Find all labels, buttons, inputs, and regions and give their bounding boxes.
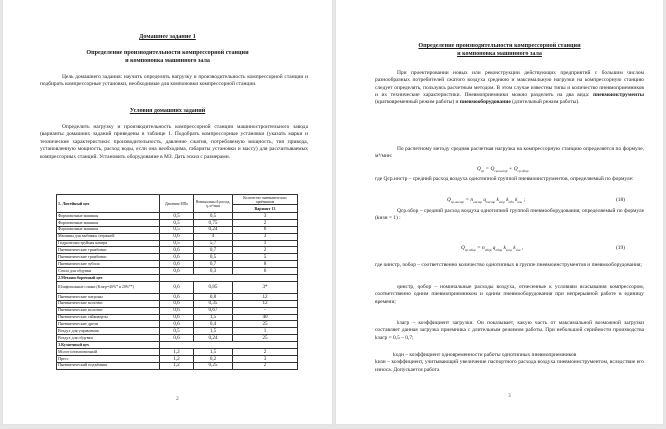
row-name: Машины для выбивки стержней [57,233,160,240]
page-number: 2 [176,396,179,402]
row-flow: 0,24 [194,335,233,342]
count-definition-paragraph: где nинстр, nобор – соответственно количество однотипных в группе пневмоинструментов и пневмооборудования; [375,262,642,268]
row-flow: 0,75 [194,219,233,226]
table-row [57,293,298,300]
document-page-3 [336,0,663,424]
row-pressure: 0,6 [160,307,194,314]
table-row [57,247,298,254]
table-section-row [57,342,298,349]
table-row [57,233,298,240]
table-section-row [57,275,298,282]
document-page-2 [3,0,332,424]
row-name: Воздух для управления [57,328,160,335]
table-row [57,321,298,328]
method-paragraph: По расчетному методу средняя расчетная нагрузка на компрессорную станцию определяется по формуле, м³/мин: [375,146,644,160]
row-count: 3* [233,281,298,293]
row-name: Пневматический подъёмник [57,362,160,369]
row-flow: 1,5 [194,349,233,356]
row-pressure: 0,6 [160,293,194,300]
row-name: Пневматические молотки [57,307,160,314]
equation-number-19: (19) [616,245,625,251]
row-count: 12 [233,293,298,300]
row-count: 3 [233,355,298,362]
row-flow: 0,5 [194,254,233,261]
row-flow: 0,67 [194,307,233,314]
row-pressure: 0,5 [160,328,194,335]
row-pressure: 1,2 [160,362,194,369]
row-name: Гидропескоструйная камера [57,240,160,247]
row-pressure: 1,2 [160,355,194,362]
table-row [57,355,298,362]
row-name: Пневматические трамбовки [57,247,160,254]
row-count: 5 [233,254,298,261]
row-name: Формовочные машины [57,213,160,220]
row-pressure: 0,5 [160,240,194,247]
row-count: 1 [233,328,298,335]
row-name: Молот штамповочный [57,349,160,356]
row-flow: 4 [194,233,233,240]
header-variant: Вариант 13 [233,205,298,213]
goal-paragraph: Цель домашнего задания: научить определять нагрузку и производительность компрессорной станции и подбирать компрессорные установки, необходимые для компоновки компрессорной станции. [40,74,308,88]
row-count: - [233,307,298,314]
row-pressure: 1,2 [160,349,194,356]
row-pressure: 0,6 [160,254,194,261]
row-pressure: 0,6 [160,321,194,328]
formula-19: $Q_{ср.обор} = n_{обор}$ $q_{обор}$ $k_{загр}$ $k_{изн}$ , [461,245,524,253]
row-pressure: 0,6 [160,233,194,240]
row-flow: 0,4 [194,321,233,328]
wear-coefficient-line: kизн – коэффициент, учитывающий увеличение паспортного расхода воздуха пневмоинструментом, вследствие его износа. Допускается работа [375,359,644,373]
row-flow: 0,5 [194,213,233,220]
row-flow: 0,3 [194,268,233,275]
load-factor-paragraph: kзагр – коэффициент загрузки. Он показывает, какую часть от максимальной возможной загрузки составляет данная загрузка приемника с длительным режимом работы. При небольшой серийности производства kзагр = 0,5 – 0,7; [375,320,644,341]
row-name: Формовочные машины [57,226,160,233]
row-count: 25 [233,335,298,342]
row-pressure: 0,6 [160,261,194,268]
row-name: Пневматические зубила [57,261,160,268]
section-spacer [160,342,298,349]
formula-total-load: $Q_{ср} = Q_{ср.инстр} + Q_{ср.обор}$ [477,166,529,174]
row-flow: 0,85 [194,281,233,293]
section3-label: 3.Кузнечный цех [57,342,160,349]
coefficients-paragraph [375,352,644,374]
row-count: 3 [233,213,298,220]
row-name: Пневматические трамбовки [57,254,160,261]
table-row [57,240,298,247]
row-pressure: 0,6 [160,300,194,307]
row-name: Пневматические патроны [57,293,160,300]
tools-definition-paragraph: где Qср.инстр – средний расход воздуха однотипной группой пневмоинструментов, определяемый по формуле: [375,176,634,182]
header-pressure: Давление МПа [160,195,194,213]
row-count: 2 [233,219,298,226]
row-count: 3 [233,233,298,240]
task-paragraph: Определить нагрузку и производительность компрессорной станции машиностроительного завода (варианты домашних заданий приведены в таблице 1. Подобрать компрессорные установки (указать марки и технические характеристики: производительность, давление сжатия, потребляемую мощность, тип привода, установленную мощность, расход воды, если она необходима, габариты установки и массу) для рассчитываемых компрессорных станций. Установить оборудование в МЗ. Дать эскиз с размерами. [40,124,308,160]
table-row [57,328,298,335]
table-row [57,281,298,293]
section-title-line2: и компоновка машинного зала [457,50,542,57]
table-row [57,349,298,356]
row-name: Шлифовальные станки (Kзагр=40%* и 20%**) [57,281,160,293]
row-pressure: 0,6 [160,247,194,254]
row-name: Пневматические дрели [57,321,160,328]
intro-paragraph [375,70,644,106]
conditions-title: Условия домашних заданий [129,108,206,114]
table-header-row [57,195,298,205]
page-number: 3 [508,393,511,399]
row-pressure: 0,6 [160,268,194,275]
homework-title: Домашнее задание 1 [139,33,196,40]
row-flow: 1,5 [194,328,233,335]
row-count: 2 [233,349,298,356]
header-section1: 1. Литейный цех [57,195,160,213]
row-name: Формовочные машины [57,219,160,226]
main-title-line2: и компоновка машинного зала [125,57,210,64]
main-title-line1: Определение производительности компрессорной станции [86,50,249,56]
row-pressure: 0,6 [160,335,194,342]
section-spacer [160,275,298,282]
variants-table [56,194,298,370]
row-count: 2 [233,362,298,369]
row-name: Пневматические гайковерты [57,314,160,321]
row-flow: 1,5 [194,314,233,321]
text: (длительный режим работы). [510,99,580,106]
formula-18: $Q_{ср.инстр} = n_{инстр}$ $q_{инстр}$ $k_{загр}$ $k_{одн}$ $k_{изн}$ ; [447,197,526,205]
row-count: 1 [233,240,298,247]
equation-number-18: (18) [616,197,625,203]
row-pressure: 0,5 [160,219,194,226]
term-pneumotools: пневмоинструменты [592,91,644,98]
equipment-definition-paragraph: Qср.обор – средний расход воздуха однотипной группой пневмооборудования, определяемый по формуле (kизн = 1) : [375,208,644,222]
row-name: Пресс [57,355,160,362]
row-name: Сопла для обдувки [57,268,160,275]
row-count: 8 [233,261,298,268]
row-flow: 0,7 [194,247,233,254]
row-count: 40 [233,314,298,321]
row-pressure: 0,5 [160,213,194,220]
header-flow: Номинальны й расход, q, м³/мин [194,195,233,213]
table-row [57,226,298,233]
text: (кратковременный режим работы) и [375,99,460,106]
row-count: 2 [233,247,298,254]
table-row [57,254,298,261]
row-pressure: 0,5 [160,226,194,233]
section-title-line1: Определение производительности компрессорной станции [418,43,581,49]
row-pressure: 0,6 [160,281,194,293]
table-row [57,314,298,321]
row-flow: 0,8 [194,293,233,300]
table-row [57,362,298,369]
row-count: 12 [233,300,298,307]
flow-definition-paragraph: qинстр, qобор – номинальные расходы воздуха, отнесенные к условиям всасывания компрессором, соответственно одним пневмоприемником и одним пневмооборудования при непрерывной работе в единицу времени; [375,284,644,305]
main-title [3,50,332,65]
table-row [57,213,298,220]
row-name: Воздух для обдувки [57,335,160,342]
header-count: Количество пневматических приёмников [233,195,298,205]
simultaneity-coefficient-line: kодн – коэффициент одновременности работы однотипных пневмоприемников [393,352,577,358]
table-row [57,335,298,342]
table-row [57,300,298,307]
row-count: 6 [233,226,298,233]
row-count: 25 [233,321,298,328]
row-count: 6 [233,268,298,275]
row-flow: 0,7 [194,261,233,268]
table-row [57,219,298,226]
row-flow: 0,24 [194,226,233,233]
section-title [336,43,663,58]
table-row [57,268,298,275]
row-flow: 5,7 [194,240,233,247]
row-pressure: 0,6 [160,314,194,321]
row-flow: 0,25 [194,362,233,369]
text: При проектировании новых или реконструкции действующих предприятий с большим числом разнообразных потребителей сжатого воздуха среднюю и максимальную нагрузки на компрессорную станцию следует определять, пользуясь расчетным методом. В этом случае известны типы и количество пневмоприемников и их технические характеристики. Пневмоприемники можно разделить на два вида: [375,70,644,98]
table-row [57,307,298,314]
section2-label: 2.Механосборочный цех [57,275,160,282]
term-pneumoequipment: пневмооборудование [459,99,511,106]
table-row [57,261,298,268]
row-flow: 0,2 [194,355,233,362]
row-name: Пневматические молотки [57,300,160,307]
row-flow: 0,35 [194,300,233,307]
